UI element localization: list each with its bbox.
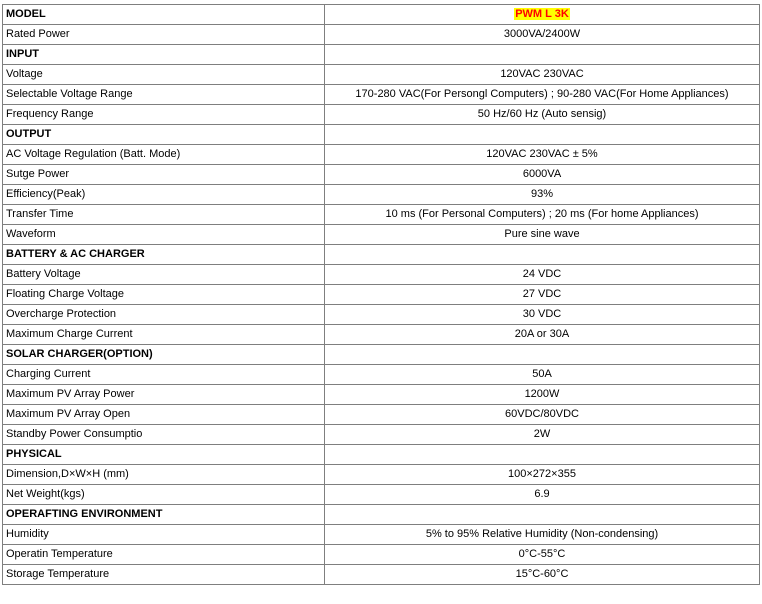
spec-row bbox=[3, 145, 760, 165]
spec-value: 170-280 VAC(For Persongl Computers) ; 90-280 VAC(For Home Appliances) bbox=[325, 85, 760, 105]
spec-row bbox=[3, 425, 760, 445]
spec-value: 27 VDC bbox=[325, 285, 760, 305]
section-header-output bbox=[3, 125, 760, 145]
section-title-filler bbox=[325, 345, 760, 365]
section-title-filler bbox=[325, 45, 760, 65]
spec-row bbox=[3, 285, 760, 305]
spec-value: 30 VDC bbox=[325, 305, 760, 325]
spec-row bbox=[3, 525, 760, 545]
section-header-solar bbox=[3, 345, 760, 365]
spec-row bbox=[3, 325, 760, 345]
spec-value: 50A bbox=[325, 365, 760, 385]
model-value: PWM L 3K bbox=[515, 8, 569, 20]
spec-value: 100×272×355 bbox=[325, 465, 760, 485]
section-title: OUTPUT bbox=[3, 125, 325, 145]
spec-row bbox=[3, 405, 760, 425]
spec-label: Operatin Temperature bbox=[3, 545, 325, 565]
spec-label: Dimension,D×W×H (mm) bbox=[3, 465, 325, 485]
section-title-filler bbox=[325, 505, 760, 525]
spec-label: Voltage bbox=[3, 65, 325, 85]
section-title-filler bbox=[325, 245, 760, 265]
spec-row bbox=[3, 565, 760, 585]
spec-label: Floating Charge Voltage bbox=[3, 285, 325, 305]
spec-value: 15°C-60°C bbox=[325, 565, 760, 585]
spec-label: Net Weight(kgs) bbox=[3, 485, 325, 505]
spec-row bbox=[3, 105, 760, 125]
spec-label: Maximum Charge Current bbox=[3, 325, 325, 345]
spec-row bbox=[3, 65, 760, 85]
spec-label: Rated Power bbox=[3, 25, 325, 45]
section-title-filler bbox=[325, 125, 760, 145]
spec-row bbox=[3, 205, 760, 225]
spec-value: 1200W bbox=[325, 385, 760, 405]
section-title: PHYSICAL bbox=[3, 445, 325, 465]
spec-value: 3000VA/2400W bbox=[325, 25, 760, 45]
spec-row bbox=[3, 85, 760, 105]
model-row bbox=[3, 5, 760, 25]
spec-row bbox=[3, 545, 760, 565]
spec-value: 60VDC/80VDC bbox=[325, 405, 760, 425]
spec-value: 10 ms (For Personal Computers) ; 20 ms (For home Appliances) bbox=[325, 205, 760, 225]
section-title: INPUT bbox=[3, 45, 325, 65]
section-header-environment bbox=[3, 505, 760, 525]
section-title-filler bbox=[325, 445, 760, 465]
spec-value: 24 VDC bbox=[325, 265, 760, 285]
spec-label: Waveform bbox=[3, 225, 325, 245]
spec-row bbox=[3, 305, 760, 325]
spec-value: Pure sine wave bbox=[325, 225, 760, 245]
model-value-cell bbox=[325, 5, 760, 25]
spec-label: Charging Current bbox=[3, 365, 325, 385]
spec-row bbox=[3, 265, 760, 285]
section-header-physical bbox=[3, 445, 760, 465]
spec-row bbox=[3, 465, 760, 485]
spec-value: 120VAC 230VAC ± 5% bbox=[325, 145, 760, 165]
section-title: SOLAR CHARGER(OPTION) bbox=[3, 345, 325, 365]
spec-label: Storage Temperature bbox=[3, 565, 325, 585]
spec-value: 20A or 30A bbox=[325, 325, 760, 345]
spec-label: Standby Power Consumptio bbox=[3, 425, 325, 445]
section-title: BATTERY & AC CHARGER bbox=[3, 245, 325, 265]
spec-label: Maximum PV Array Open bbox=[3, 405, 325, 425]
spec-value: 5% to 95% Relative Humidity (Non-condensing) bbox=[325, 525, 760, 545]
spec-row bbox=[3, 165, 760, 185]
spec-label: Selectable Voltage Range bbox=[3, 85, 325, 105]
spec-label: Transfer Time bbox=[3, 205, 325, 225]
spec-label: Overcharge Protection bbox=[3, 305, 325, 325]
section-header-battery bbox=[3, 245, 760, 265]
spec-value: 6000VA bbox=[325, 165, 760, 185]
spec-row bbox=[3, 25, 760, 45]
spec-row bbox=[3, 385, 760, 405]
section-title: OPERAFTING ENVIRONMENT bbox=[3, 505, 325, 525]
spec-value: 120VAC 230VAC bbox=[325, 65, 760, 85]
spec-label: Humidity bbox=[3, 525, 325, 545]
model-label: MODEL bbox=[3, 5, 325, 25]
spec-label: Efficiency(Peak) bbox=[3, 185, 325, 205]
spec-label: Battery Voltage bbox=[3, 265, 325, 285]
spec-value: 50 Hz/60 Hz (Auto sensig) bbox=[325, 105, 760, 125]
spec-value: 93% bbox=[325, 185, 760, 205]
spec-value: 0°C-55°C bbox=[325, 545, 760, 565]
spec-table bbox=[2, 4, 760, 585]
spec-label: Frequency Range bbox=[3, 105, 325, 125]
spec-row bbox=[3, 225, 760, 245]
spec-value: 6.9 bbox=[325, 485, 760, 505]
spec-label: AC Voltage Regulation (Batt. Mode) bbox=[3, 145, 325, 165]
spec-value: 2W bbox=[325, 425, 760, 445]
spec-label: Maximum PV Array Power bbox=[3, 385, 325, 405]
spec-row bbox=[3, 185, 760, 205]
spec-row bbox=[3, 365, 760, 385]
section-header-input bbox=[3, 45, 760, 65]
spec-row bbox=[3, 485, 760, 505]
spec-label: Sutge Power bbox=[3, 165, 325, 185]
